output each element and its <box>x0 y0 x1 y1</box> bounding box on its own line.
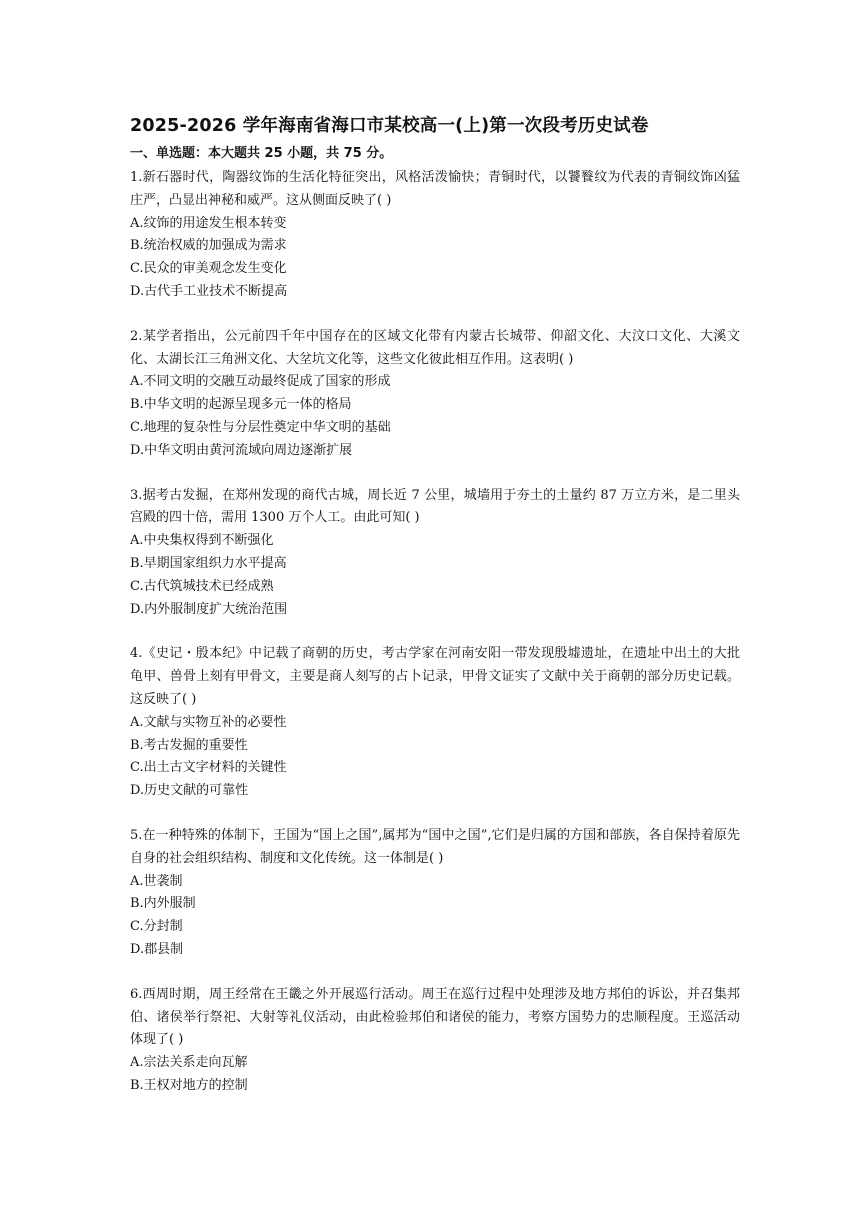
question-stem: 6.西周时期，周王经常在王畿之外开展巡行活动。周王在巡行过程中处理涉及地方邦伯的诉讼，并召集邦伯、诸侯举行祭祀、大射等礼仪活动，由此检验邦伯和诸侯的能力，考察方国势力的忠顺程度。王巡活动体现了( ) <box>130 986 740 1048</box>
option-d: D.郡县制 <box>130 941 184 957</box>
option-d: D.内外服制度扩大统治范围 <box>130 601 288 617</box>
option-d: D.中华文明由黄河流域向周边逐渐扩展 <box>130 442 353 458</box>
option-b: B.统治权威的加强成为需求 <box>130 238 287 254</box>
option-b: B.考古发掘的重要性 <box>130 737 248 753</box>
option-a: A.不同文明的交融互动最终促成了国家的形成 <box>130 374 391 390</box>
section-heading: 一、单选题：本大题共 25 小题，共 75 分。 <box>130 146 393 161</box>
question-stem: 3.据考古发掘，在郑州发现的商代古城，周长近 7 公里，城墙用于夯土的土量约 87 万立方米，是二里头宫殿的四十倍，需用 1300 万个人工。由此可知( ) <box>130 487 740 526</box>
question-4 <box>130 643 740 803</box>
option-c: C.民众的审美观念发生变化 <box>130 261 287 277</box>
option-b: B.王权对地方的控制 <box>130 1077 248 1093</box>
question-stem: 5.在一种特殊的体制下，王国为“国上之国”,属邦为“国中之国”,它们是归属的方国和部族，各自保持着原先自身的社会组织结构、制度和文化传统。这一体制是( ) <box>130 827 740 866</box>
question-stem: 1.新石器时代，陶器纹饰的生活化特征突出，风格活泼愉快；青铜时代，以饕餮纹为代表的青铜纹饰凶猛庄严，凸显出神秘和威严。这从侧面反映了( ) <box>130 170 740 208</box>
question-5 <box>130 825 740 962</box>
option-c: C.古代筑城技术已经成熟 <box>130 578 274 594</box>
exam-page <box>130 113 740 1120</box>
option-a: A.中央集权得到不断强化 <box>130 533 274 549</box>
question-2 <box>130 326 740 463</box>
option-a: A.文献与实物互补的必要性 <box>130 714 287 730</box>
option-c: C.出土古文字材料的关键性 <box>130 760 287 776</box>
option-c: C.地理的复杂性与分层性奠定中华文明的基础 <box>130 419 391 435</box>
option-d: D.古代手工业技术不断提高 <box>130 283 288 299</box>
question-3 <box>130 485 740 622</box>
question-stem: 4.《史记・殷本纪》中记载了商朝的历史，考古学家在河南安阳一带发现殷墟遗址，在遗址中出土的大批龟甲、兽骨上刻有甲骨文，主要是商人刻写的占卜记录，甲骨文证实了文献中关于商朝的部分历史记载。这反映了( ) <box>130 646 740 707</box>
option-c: C.分封制 <box>130 919 183 935</box>
option-b: B.中华文明的起源呈现多元一体的格局 <box>130 397 352 413</box>
option-b: B.早期国家组织力水平提高 <box>130 555 287 571</box>
option-d: D.历史文献的可靠性 <box>130 783 249 799</box>
question-6 <box>130 984 740 1098</box>
option-a: A.纹饰的用途发生根本转变 <box>130 215 287 231</box>
option-b: B.内外服制 <box>130 896 196 912</box>
question-stem: 2.某学者指出，公元前四千年中国存在的区域文化带有内蒙古长城带、仰韶文化、大汶口文化、大溪文化、太湖长江三角洲文化、大坌坑文化等，这些文化彼此相互作用。这表明( ) <box>130 328 740 367</box>
option-a: A.宗法关系走向瓦解 <box>130 1055 248 1071</box>
exam-title: 2025-2026 学年海南省海口市某校高一(上)第一次段考历史试卷 <box>130 116 649 136</box>
option-a: A.世袭制 <box>130 873 183 889</box>
question-1 <box>130 167 740 304</box>
